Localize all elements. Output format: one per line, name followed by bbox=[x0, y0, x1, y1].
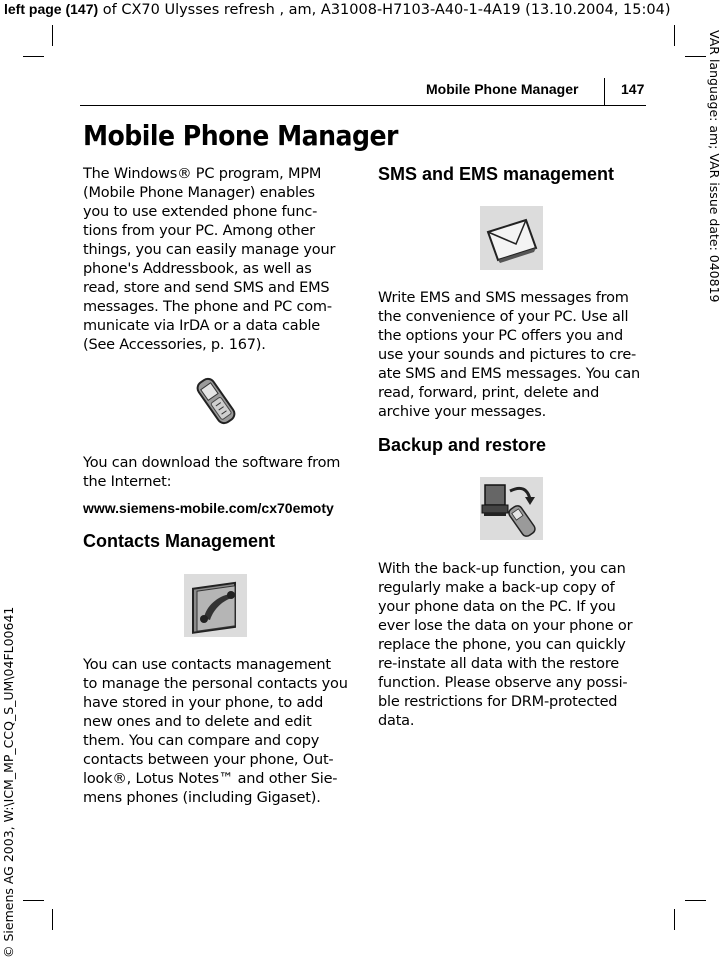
page-title: Mobile Phone Manager bbox=[83, 119, 398, 152]
page-number: 147 bbox=[621, 81, 645, 97]
mobile-phone-icon bbox=[189, 375, 243, 427]
backup-paragraph: With the back-up function, you can regularly make a back-up copy of your phone data on the PC. If you ever lose the data on your phone or replace the phone, you can quickly re-instate all data with the restore function. Please observe any possi-ble restrictions for DRM-protected data. bbox=[378, 561, 633, 729]
sms-heading: SMS and EMS management bbox=[378, 164, 615, 184]
backup-heading: Backup and restore bbox=[378, 435, 547, 455]
header-rule-separator bbox=[604, 78, 605, 106]
print-info-page: left page (147) bbox=[4, 1, 99, 17]
crop-mark bbox=[52, 25, 53, 46]
print-info-line bbox=[4, 1, 671, 18]
contacts-paragraph: You can use contacts management to manage the personal contacts you have stored in your phone, to add new ones and to delete and edit them. You can compare and copy contacts between your phone, Out-look®, Lotus Notes™ and other Sie-mens phones (including Gigaset). bbox=[83, 657, 348, 806]
side-copyright: © Siemens AG 2003, W:\ICM_MP_CCQ_S_UM\04FL00641 bbox=[1, 606, 16, 958]
download-url: www.siemens-mobile.com/cx70emoty bbox=[83, 500, 334, 516]
side-var-info: VAR language: am; VAR issue date: 040819 bbox=[707, 30, 722, 303]
crop-mark bbox=[685, 56, 706, 57]
header-rule bbox=[80, 105, 646, 106]
address-book-icon bbox=[184, 574, 247, 637]
running-header-title: Mobile Phone Manager bbox=[426, 81, 579, 97]
print-info-text: of CX70 Ulysses refresh , am, A31008-H7103-A40-1-4A19 (13.10.2004, 15:04) bbox=[98, 2, 671, 18]
crop-mark bbox=[23, 900, 44, 901]
crop-mark bbox=[685, 900, 706, 901]
intro-paragraph: The Windows® PC program, MPM (Mobile Phone Manager) enables you to use extended phone func-tions from your PC. Among other things, you can easily manage your phone's Addressbook, as well as read, store and send SMS and EMS messages. The phone and PC com-municate via IrDA or a data cable (See Accessories, p. 167). bbox=[83, 166, 336, 353]
crop-mark bbox=[674, 909, 675, 930]
envelope-icon bbox=[480, 206, 543, 270]
backup-restore-icon bbox=[480, 477, 543, 540]
crop-mark bbox=[52, 909, 53, 930]
crop-mark bbox=[674, 25, 675, 46]
contacts-heading: Contacts Management bbox=[83, 531, 276, 551]
crop-mark bbox=[23, 56, 44, 57]
sms-paragraph: Write EMS and SMS messages from the convenience of your PC. Use all the options your PC offers you and use your sounds and pictures to cre-ate SMS and EMS messages. You can read, forward, print, delete and archive your messages. bbox=[378, 290, 640, 420]
download-paragraph: You can download the software from the Internet: bbox=[83, 455, 341, 490]
